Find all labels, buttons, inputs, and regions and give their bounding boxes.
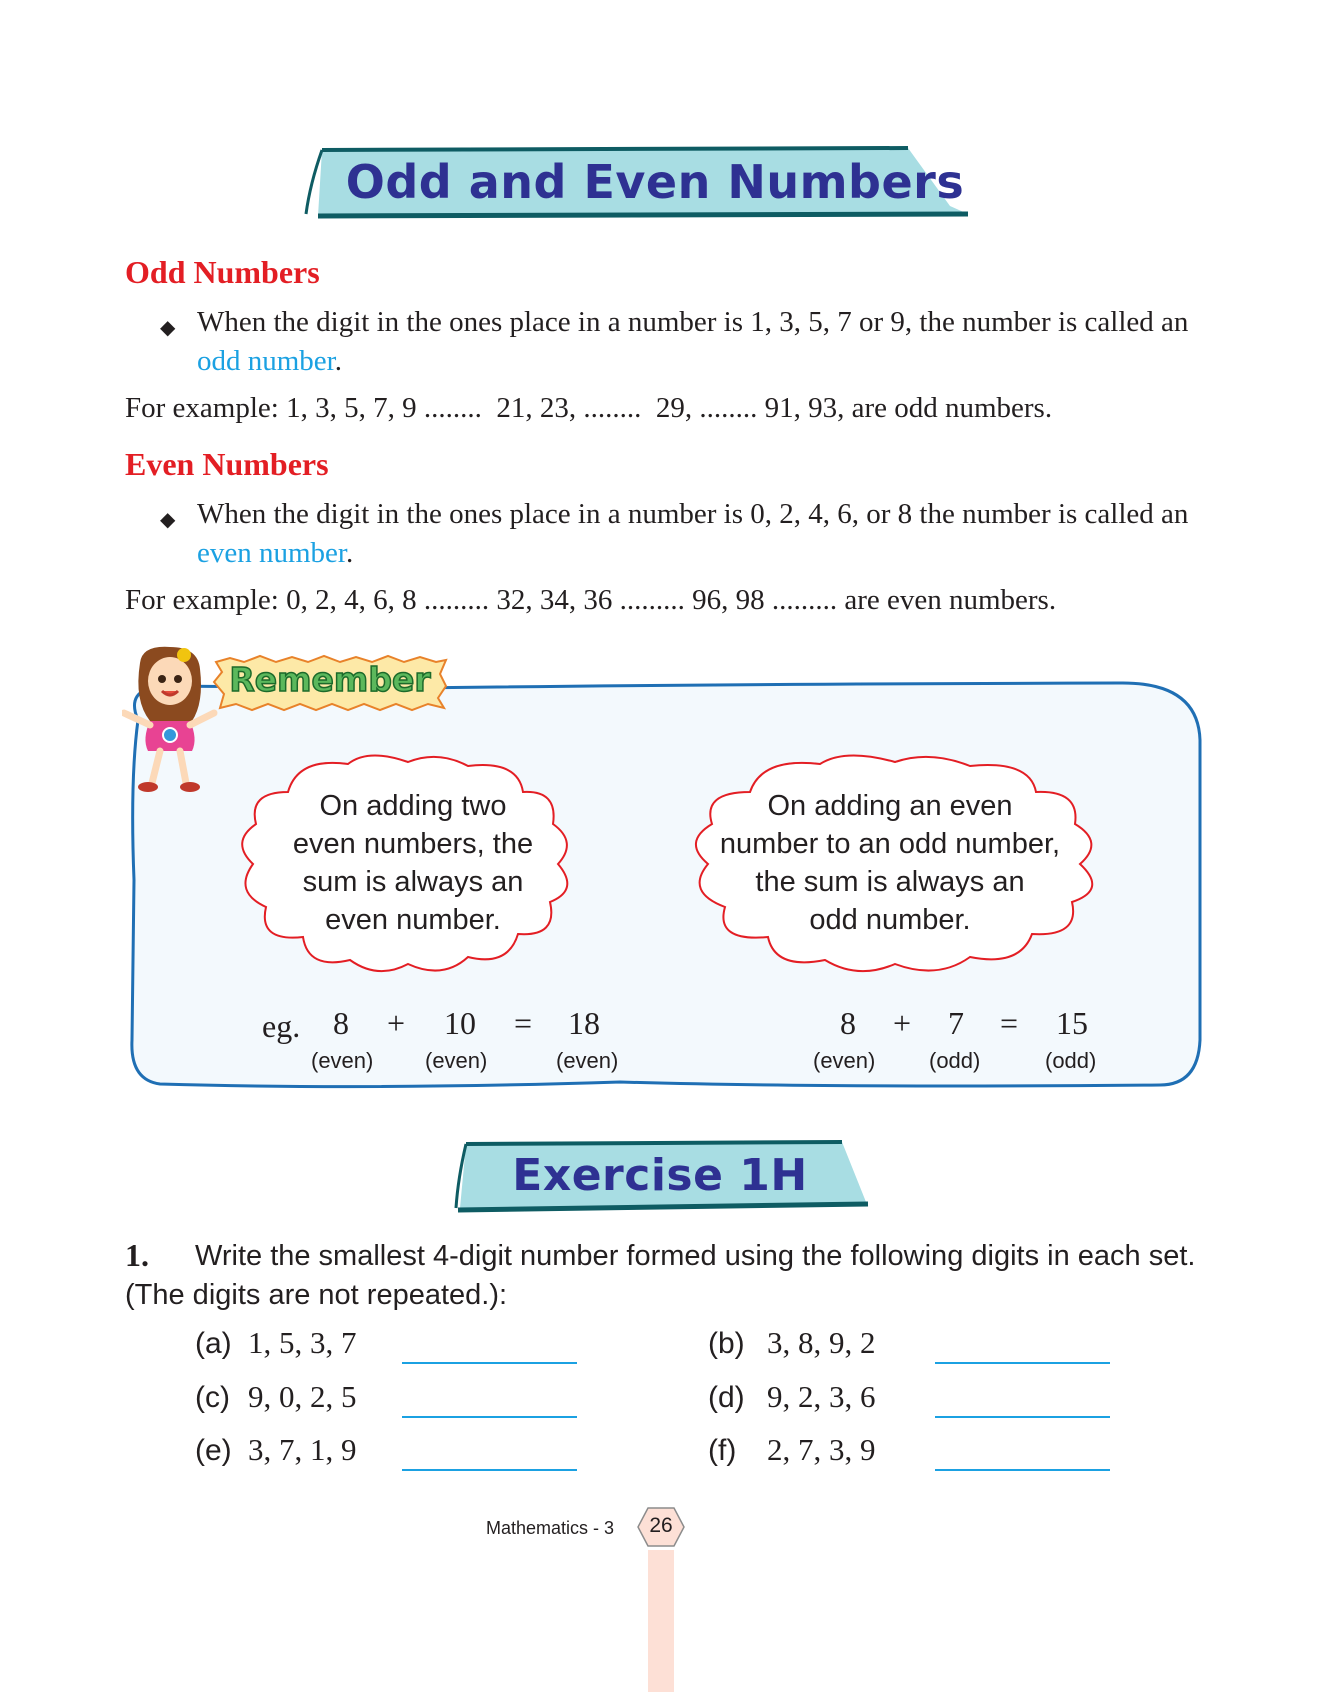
exercise-title: Exercise 1H xyxy=(512,1150,808,1201)
left-cloud-text: On adding two even numbers, the sum is always an even number. xyxy=(292,790,534,936)
even-numbers-example: For example: 0, 2, 4, 6, 8 ......... 32, 34, 36 ......... 96, 98 ......... are even numbers. xyxy=(125,584,1057,616)
even-numbers-definition: ◆ When the digit in the ones place in a number is 0, 2, 4, 6, or 8 the number is called an even number. xyxy=(160,498,1189,569)
girl-illustration xyxy=(122,643,222,793)
option-f-label: (f) xyxy=(708,1434,737,1467)
footer-book-title: Mathematics - 3 xyxy=(486,1518,615,1538)
option-f-answer-blank[interactable] xyxy=(935,1469,1110,1471)
right-eq-equals: = xyxy=(1000,1005,1019,1041)
right-eq-a-label: (even) xyxy=(813,1048,876,1073)
cloud-right xyxy=(680,752,1140,982)
option-c-digits: 9, 0, 2, 5 xyxy=(248,1379,357,1414)
right-eq-b: 7 xyxy=(948,1005,964,1041)
option-b-answer-blank[interactable] xyxy=(935,1362,1110,1364)
left-eq-op: + xyxy=(387,1005,406,1041)
bullet-diamond-icon: ◆ xyxy=(160,317,176,339)
left-eq-b-label: (even) xyxy=(425,1048,488,1073)
right-eq-b-label: (odd) xyxy=(929,1048,981,1073)
page-number: 26 xyxy=(649,1514,673,1537)
even-numbers-heading: Even Numbers xyxy=(125,446,329,482)
right-eq-c-label: (odd) xyxy=(1045,1048,1097,1073)
remember-tag xyxy=(210,652,450,714)
option-a-answer-blank[interactable] xyxy=(402,1362,577,1364)
left-eq-prefix: eg. xyxy=(262,1008,301,1044)
question-text: Write the smallest 4-digit number formed using the following digits in each set. (The digits are not repeated.): xyxy=(125,1240,1196,1311)
right-eq-op: + xyxy=(893,1005,912,1041)
right-eq-c: 15 xyxy=(1056,1005,1088,1041)
left-eq-equals: = xyxy=(514,1005,533,1041)
option-c-answer-blank[interactable] xyxy=(402,1416,577,1418)
bullet-diamond-icon: ◆ xyxy=(160,509,176,531)
right-eq-a: 8 xyxy=(840,1005,856,1041)
right-cloud-text: On adding an even number to an odd number, the sum is always an odd number. xyxy=(719,790,1061,936)
title-banner xyxy=(300,144,1010,226)
cloud-left xyxy=(228,752,598,982)
odd-numbers-example: For example: 1, 3, 5, 7, 9 ........ 21, 23, ........ 29, ........ 91, 93, are odd numbers. xyxy=(125,392,1053,424)
option-d-label: (d) xyxy=(708,1381,745,1414)
odd-number-term: odd number xyxy=(197,345,335,377)
page-strip xyxy=(648,1550,674,1692)
option-d-answer-blank[interactable] xyxy=(935,1416,1110,1418)
remember-label: Remember xyxy=(229,660,431,699)
left-eq-a-label: (even) xyxy=(311,1048,374,1073)
option-d-digits: 9, 2, 3, 6 xyxy=(767,1379,876,1414)
option-c-label: (c) xyxy=(195,1381,230,1414)
option-a-digits: 1, 5, 3, 7 xyxy=(248,1325,357,1360)
odd-numbers-definition: ◆ When the digit in the ones place in a number is 1, 3, 5, 7 or 9, the number is called an odd number. xyxy=(160,306,1189,377)
question-number: 1. xyxy=(125,1237,149,1273)
left-eq-a: 8 xyxy=(333,1005,349,1041)
option-e-digits: 3, 7, 1, 9 xyxy=(248,1432,357,1467)
page-title: Odd and Even Numbers xyxy=(345,155,965,209)
option-b-label: (b) xyxy=(708,1327,745,1360)
option-e-answer-blank[interactable] xyxy=(402,1469,577,1471)
page-number-badge xyxy=(636,1506,686,1548)
option-e-label: (e) xyxy=(195,1434,232,1467)
even-number-term: even number xyxy=(197,537,346,569)
left-eq-c-label: (even) xyxy=(556,1048,619,1073)
option-f-digits: 2, 7, 3, 9 xyxy=(767,1432,876,1467)
option-b-digits: 3, 8, 9, 2 xyxy=(767,1325,876,1360)
left-eq-b: 10 xyxy=(444,1005,476,1041)
odd-numbers-heading: Odd Numbers xyxy=(125,254,320,290)
left-eq-c: 18 xyxy=(568,1005,600,1041)
option-a-label: (a) xyxy=(195,1327,232,1360)
exercise-banner xyxy=(450,1138,870,1220)
